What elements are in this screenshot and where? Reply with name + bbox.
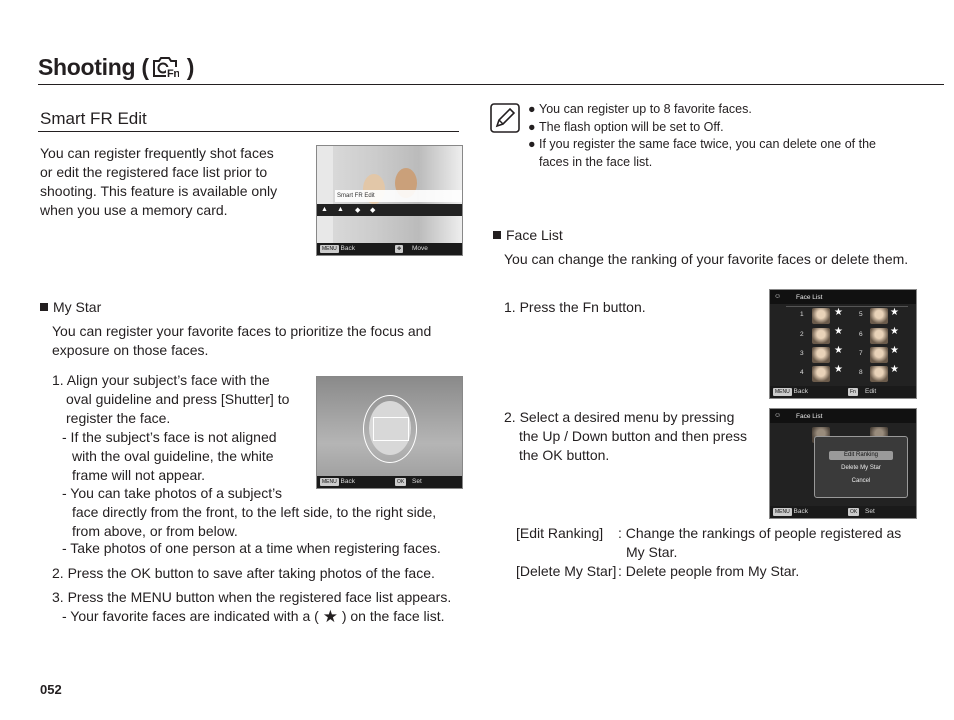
menu-key-icon: MENU [775, 509, 790, 515]
screen4-bottom-bar: MENU Back OK Set [770, 506, 916, 518]
face-thumb [812, 347, 830, 363]
star-icon: ★ [834, 345, 843, 356]
star-icon: ★ [834, 364, 843, 375]
my-star-step1: 1. Align your subject’s face with the oval guideline and press [Shutter] to register the face. [52, 372, 290, 426]
camera-menu-sidebar [317, 146, 333, 243]
menu-icon-3: ◆ [355, 207, 361, 214]
face-register-screen [316, 376, 463, 489]
my-star-heading: My Star [40, 298, 101, 317]
notes-list: ● You can register up to 8 favorite faces. ● The flash option will be set to Off. ● If you register the same face twice, you can delete one of the faces in the face list. [528, 102, 876, 169]
face-list-screen: ☺ Face List 1 2 3 4 5 6 7 8 ★ ★ ★ ★ ★ ★ ★ ★ MENU Back Fn Edit [769, 289, 917, 399]
camera-fn-icon [151, 55, 179, 85]
my-star-step3: 3. Press the MENU button when the registered face list appears. [52, 589, 452, 605]
face-list-edit-screen: ☺ Face List Edit Ranking Delete My Star Cancel MENU Back OK Set [769, 408, 917, 519]
menu-item-delete-my-star[interactable]: Delete My Star [841, 465, 881, 471]
star-icon: ★ [834, 307, 843, 318]
menu-key-icon: MENU [775, 389, 790, 395]
star-icon: ★ [890, 364, 899, 375]
my-star-sub3: - Take photos of one person at a time when registering faces. [62, 540, 441, 556]
page-title: Shooting ( Fn ) [38, 54, 194, 85]
face-list-mode-icon: ☺ [774, 412, 782, 419]
screen3-bottom-bar: MENU Back Fn Edit [770, 386, 916, 398]
face-thumb [812, 366, 830, 382]
title-rule [38, 84, 944, 85]
face-list-desc: You can change the ranking of your favorite faces or delete them. [504, 251, 909, 267]
face-thumb [812, 308, 830, 324]
menu-icon-2: ▲ [337, 206, 344, 213]
my-star-step2: 2. Press the OK button to save after taking photos of the face. [52, 565, 435, 581]
star-icon: ★ [322, 607, 338, 626]
my-star-sub1: - If the subject’s face is not aligned with the oval guideline, the white frame will not appear. [62, 429, 277, 483]
star-icon: ★ [834, 326, 843, 337]
definition-edit-ranking: [Edit Ranking] : Change the rankings of people registered as My Star. [516, 525, 902, 560]
face-list-header [770, 409, 916, 423]
face-thumb [870, 308, 888, 324]
menu-key-icon: MENU [322, 479, 337, 485]
my-star-desc: You can register your favorite faces to prioritize the focus and exposure on those faces. [52, 323, 432, 358]
screen1-bottom-bar: MENU Back ✥ Move [317, 243, 462, 255]
edit-popup-menu [814, 436, 908, 498]
menu-item-cancel[interactable]: Cancel [851, 478, 871, 484]
definition-delete-my-star: [Delete My Star] : Delete people from My Star. [516, 563, 800, 579]
pencil-note-icon [490, 103, 520, 138]
svg-text:Fn: Fn [166, 68, 179, 79]
face-thumb [870, 347, 888, 363]
dpad-icon: ✥ [397, 246, 402, 252]
face-list-heading: Face List [493, 226, 563, 245]
ok-key-icon: OK [850, 509, 858, 515]
menu-icon-4: ◆ [370, 207, 376, 214]
menu-icon-1: ▲ [321, 206, 328, 213]
face-list-step1: 1. Press the Fn button. [504, 299, 646, 315]
screen2-bottom-bar: MENU Back OK Set [317, 476, 462, 488]
face-list-mode-icon: ☺ [774, 293, 782, 300]
smart-fr-edit-screen [316, 145, 463, 256]
star-icon: ★ [890, 345, 899, 356]
my-star-sub2: - You can take photos of a subject’s face directly from the front, to the left side, to the right side, from above, or from below. [62, 485, 437, 539]
star-icon: ★ [890, 307, 899, 318]
face-list-header [770, 290, 916, 304]
menu-item-edit-ranking[interactable]: Edit Ranking [829, 451, 893, 460]
menu-label-row: Smart FR Edit [335, 190, 463, 202]
my-star-sub4: - Your favorite faces are indicated with a ( ★ ) on the face list. [62, 607, 445, 626]
face-thumb [870, 366, 888, 382]
face-list-step2: 2. Select a desired menu by pressing the Up / Down button and then press the OK button. [504, 409, 748, 463]
menu-key-icon: MENU [322, 246, 337, 252]
star-icon: ★ [890, 326, 899, 337]
fn-key-icon: Fn [850, 389, 856, 395]
intro-text: You can register frequently shot faces or edit the registered face list prior to shooting. This feature is available only when you use a memory card. [40, 145, 278, 218]
face-detect-frame [373, 417, 409, 441]
face-thumb [812, 328, 830, 344]
section-rule [38, 131, 459, 132]
section-title: Smart FR Edit [40, 109, 147, 128]
menu-icon-row [317, 204, 462, 216]
ok-key-icon: OK [397, 479, 405, 485]
page-number: 052 [40, 682, 62, 697]
face-thumb [870, 328, 888, 344]
